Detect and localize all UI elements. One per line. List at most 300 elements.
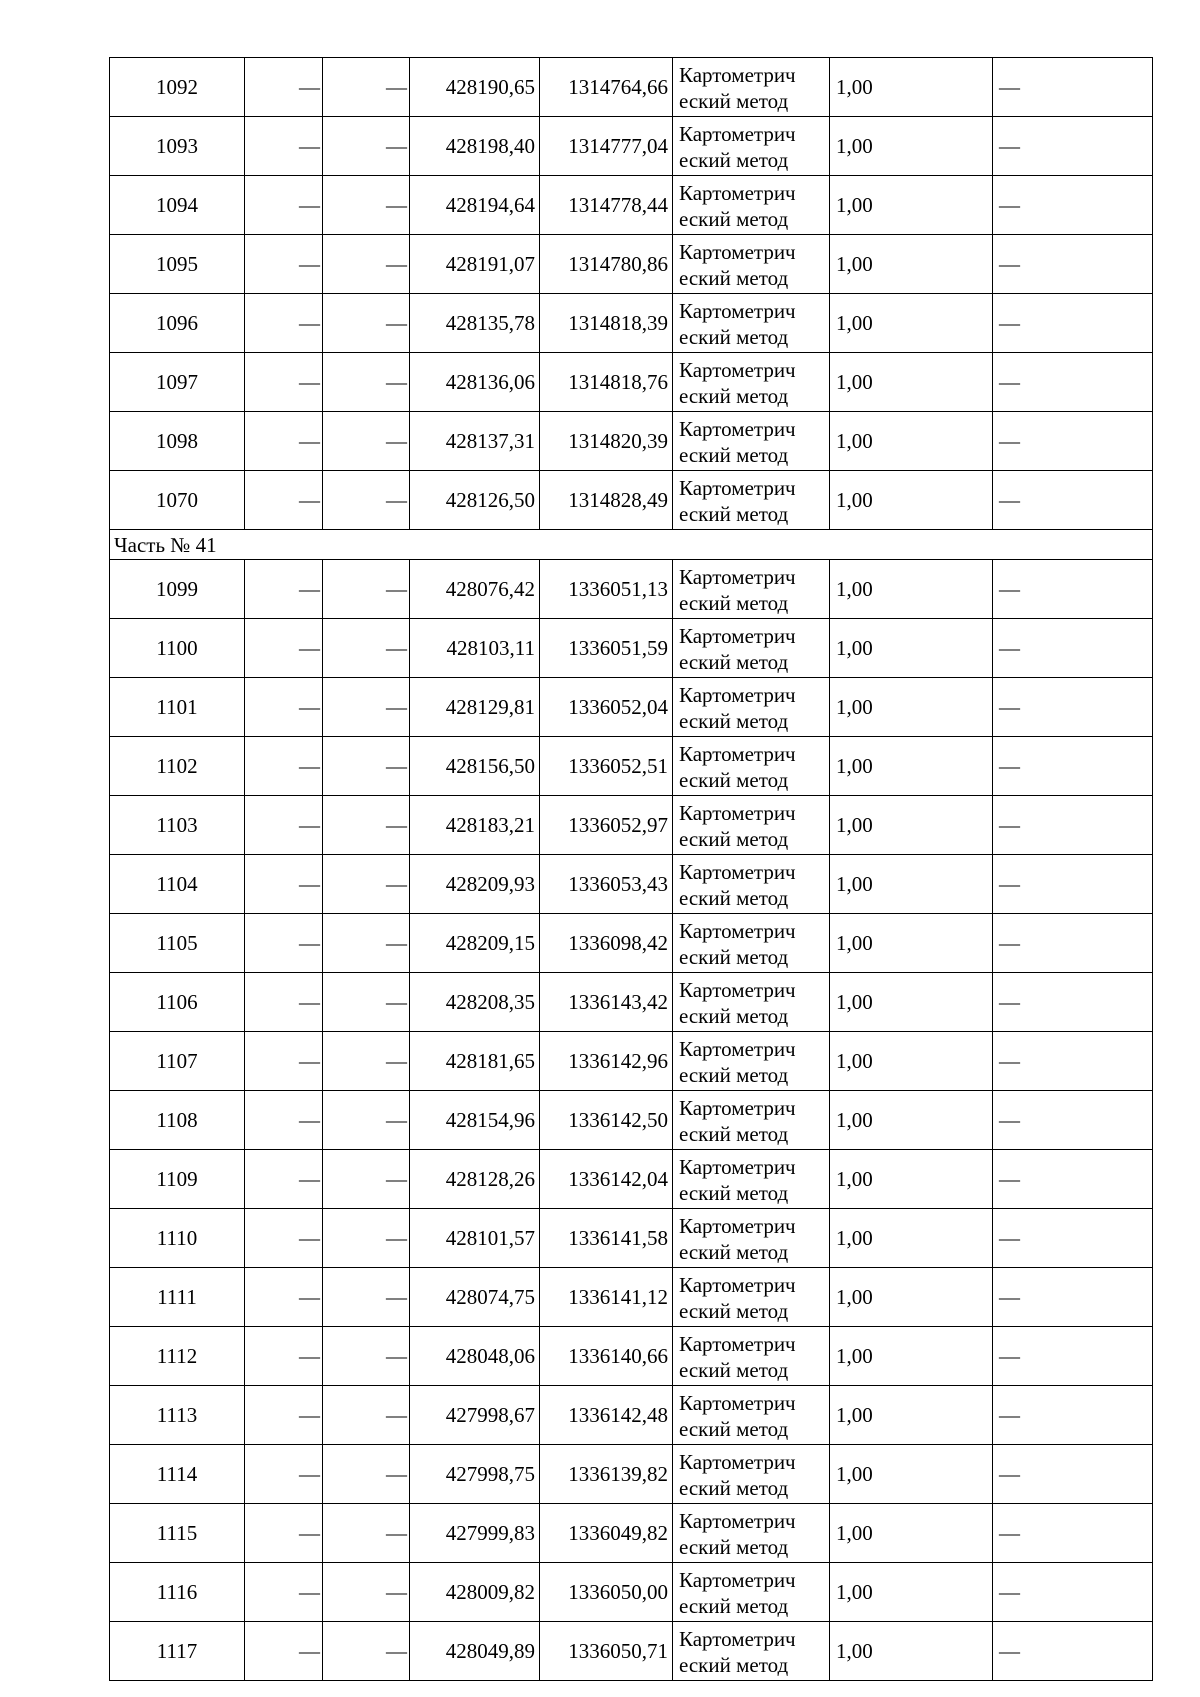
y-coordinate: 1336139,82 — [540, 1445, 673, 1504]
method-line-2: еский метод — [679, 502, 789, 526]
col3-value: — — [323, 973, 410, 1032]
table-row — [110, 914, 1153, 973]
method-line-1: Картометрич — [679, 122, 796, 146]
method-cell — [673, 1327, 830, 1386]
col3-value: — — [323, 1445, 410, 1504]
x-coordinate: 428194,64 — [410, 176, 540, 235]
method-line-2: еский метод — [679, 886, 789, 910]
y-coordinate: 1336140,66 — [540, 1327, 673, 1386]
last-col-value: — — [993, 1622, 1153, 1681]
col2-value: — — [245, 1445, 323, 1504]
point-number: 1092 — [110, 58, 245, 117]
rows-after-section — [110, 560, 1153, 1681]
method-line-1: Картометрич — [679, 742, 796, 766]
point-number: 1103 — [110, 796, 245, 855]
last-col-value: — — [993, 471, 1153, 530]
method-line-1: Картометрич — [679, 1391, 796, 1415]
coordinates-table — [109, 57, 1153, 1681]
method-line-2: еский метод — [679, 1358, 789, 1382]
method-line-2: еский метод — [679, 1594, 789, 1618]
accuracy-value: 1,00 — [830, 737, 993, 796]
x-coordinate: 428156,50 — [410, 737, 540, 796]
last-col-value: — — [993, 1445, 1153, 1504]
accuracy-value: 1,00 — [830, 412, 993, 471]
point-number: 1108 — [110, 1091, 245, 1150]
last-col-value: — — [993, 1032, 1153, 1091]
method-line-2: еский метод — [679, 650, 789, 674]
method-line-2: еский метод — [679, 148, 789, 172]
table-row — [110, 796, 1153, 855]
table-row — [110, 117, 1153, 176]
last-col-value: — — [993, 117, 1153, 176]
x-coordinate: 428137,31 — [410, 412, 540, 471]
accuracy-value: 1,00 — [830, 1563, 993, 1622]
col3-value: — — [323, 176, 410, 235]
x-coordinate: 428048,06 — [410, 1327, 540, 1386]
last-col-value: — — [993, 235, 1153, 294]
last-col-value: — — [993, 973, 1153, 1032]
method-line-2: еский метод — [679, 1240, 789, 1264]
method-cell — [673, 1504, 830, 1563]
col2-value: — — [245, 1150, 323, 1209]
method-line-2: еский метод — [679, 1653, 789, 1677]
accuracy-value: 1,00 — [830, 1504, 993, 1563]
method-cell — [673, 117, 830, 176]
x-coordinate: 427999,83 — [410, 1504, 540, 1563]
section-41 — [110, 530, 1153, 560]
accuracy-value: 1,00 — [830, 855, 993, 914]
x-coordinate: 428191,07 — [410, 235, 540, 294]
accuracy-value: 1,00 — [830, 1032, 993, 1091]
y-coordinate: 1336142,48 — [540, 1386, 673, 1445]
table-row — [110, 235, 1153, 294]
accuracy-value: 1,00 — [830, 1209, 993, 1268]
y-coordinate: 1336051,59 — [540, 619, 673, 678]
col3-value: — — [323, 914, 410, 973]
last-col-value: — — [993, 294, 1153, 353]
table-row — [110, 619, 1153, 678]
col3-value: — — [323, 1504, 410, 1563]
x-coordinate: 428190,65 — [410, 58, 540, 117]
table-row — [110, 58, 1153, 117]
last-col-value: — — [993, 560, 1153, 619]
accuracy-value: 1,00 — [830, 58, 993, 117]
method-line-1: Картометрич — [679, 1509, 796, 1533]
col3-value: — — [323, 1091, 410, 1150]
col3-value: — — [323, 1032, 410, 1091]
method-line-1: Картометрич — [679, 801, 796, 825]
last-col-value: — — [993, 737, 1153, 796]
col2-value: — — [245, 796, 323, 855]
x-coordinate: 427998,75 — [410, 1445, 540, 1504]
table-row — [110, 678, 1153, 737]
method-cell — [673, 235, 830, 294]
point-number: 1115 — [110, 1504, 245, 1563]
method-line-1: Картометрич — [679, 1037, 796, 1061]
accuracy-value: 1,00 — [830, 235, 993, 294]
method-cell — [673, 973, 830, 1032]
method-line-1: Картометрич — [679, 299, 796, 323]
col2-value: — — [245, 353, 323, 412]
col3-value: — — [323, 1386, 410, 1445]
y-coordinate: 1314818,39 — [540, 294, 673, 353]
table-row — [110, 1209, 1153, 1268]
method-cell — [673, 1268, 830, 1327]
point-number: 1094 — [110, 176, 245, 235]
table-row — [110, 176, 1153, 235]
table-row — [110, 1268, 1153, 1327]
last-col-value: — — [993, 58, 1153, 117]
method-line-2: еский метод — [679, 89, 789, 113]
col3-value: — — [323, 294, 410, 353]
y-coordinate: 1336053,43 — [540, 855, 673, 914]
col2-value: — — [245, 294, 323, 353]
point-number: 1098 — [110, 412, 245, 471]
method-line-1: Картометрич — [679, 1568, 796, 1592]
method-line-2: еский метод — [679, 1122, 789, 1146]
x-coordinate: 428074,75 — [410, 1268, 540, 1327]
method-cell — [673, 796, 830, 855]
last-col-value: — — [993, 1209, 1153, 1268]
y-coordinate: 1336142,96 — [540, 1032, 673, 1091]
col3-value: — — [323, 235, 410, 294]
method-line-1: Картометрич — [679, 1332, 796, 1356]
table-row — [110, 855, 1153, 914]
table-row — [110, 1150, 1153, 1209]
method-line-1: Картометрич — [679, 1214, 796, 1238]
method-line-2: еский метод — [679, 945, 789, 969]
method-line-1: Картометрич — [679, 1273, 796, 1297]
x-coordinate: 428135,78 — [410, 294, 540, 353]
last-col-value: — — [993, 796, 1153, 855]
accuracy-value: 1,00 — [830, 796, 993, 855]
y-coordinate: 1336143,42 — [540, 973, 673, 1032]
last-col-value: — — [993, 914, 1153, 973]
method-cell — [673, 294, 830, 353]
method-line-1: Картометрич — [679, 1450, 796, 1474]
col3-value: — — [323, 353, 410, 412]
point-number: 1102 — [110, 737, 245, 796]
accuracy-value: 1,00 — [830, 560, 993, 619]
col2-value: — — [245, 117, 323, 176]
y-coordinate: 1336052,97 — [540, 796, 673, 855]
method-line-1: Картометрич — [679, 565, 796, 589]
method-cell — [673, 737, 830, 796]
col2-value: — — [245, 412, 323, 471]
method-line-2: еский метод — [679, 1299, 789, 1323]
method-cell — [673, 1622, 830, 1681]
method-line-1: Картометрич — [679, 1096, 796, 1120]
accuracy-value: 1,00 — [830, 117, 993, 176]
point-number: 1096 — [110, 294, 245, 353]
col2-value: — — [245, 176, 323, 235]
method-line-2: еский метод — [679, 207, 789, 231]
section-header-row — [110, 530, 1153, 560]
x-coordinate: 428181,65 — [410, 1032, 540, 1091]
last-col-value: — — [993, 1091, 1153, 1150]
col3-value: — — [323, 737, 410, 796]
table-row — [110, 737, 1153, 796]
x-coordinate: 428198,40 — [410, 117, 540, 176]
x-coordinate: 428126,50 — [410, 471, 540, 530]
method-cell — [673, 1032, 830, 1091]
point-number: 1116 — [110, 1563, 245, 1622]
col3-value: — — [323, 1327, 410, 1386]
col2-value: — — [245, 235, 323, 294]
method-line-1: Картометрич — [679, 683, 796, 707]
col2-value: — — [245, 1268, 323, 1327]
y-coordinate: 1314828,49 — [540, 471, 673, 530]
method-cell — [673, 176, 830, 235]
table-row — [110, 1032, 1153, 1091]
col2-value: — — [245, 678, 323, 737]
point-number: 1104 — [110, 855, 245, 914]
accuracy-value: 1,00 — [830, 678, 993, 737]
col2-value: — — [245, 560, 323, 619]
col2-value: — — [245, 737, 323, 796]
col2-value: — — [245, 1091, 323, 1150]
point-number: 1070 — [110, 471, 245, 530]
x-coordinate: 427998,67 — [410, 1386, 540, 1445]
method-line-2: еский метод — [679, 384, 789, 408]
method-line-2: еский метод — [679, 443, 789, 467]
col2-value: — — [245, 1386, 323, 1445]
accuracy-value: 1,00 — [830, 1327, 993, 1386]
last-col-value: — — [993, 412, 1153, 471]
table-row — [110, 353, 1153, 412]
method-cell — [673, 471, 830, 530]
point-number: 1100 — [110, 619, 245, 678]
accuracy-value: 1,00 — [830, 1268, 993, 1327]
accuracy-value: 1,00 — [830, 471, 993, 530]
table-row — [110, 973, 1153, 1032]
point-number: 1093 — [110, 117, 245, 176]
last-col-value: — — [993, 1386, 1153, 1445]
method-line-2: еский метод — [679, 1181, 789, 1205]
col3-value: — — [323, 1150, 410, 1209]
method-line-2: еский метод — [679, 1063, 789, 1087]
col2-value: — — [245, 471, 323, 530]
method-line-2: еский метод — [679, 591, 789, 615]
method-line-2: еский метод — [679, 1004, 789, 1028]
x-coordinate: 428209,93 — [410, 855, 540, 914]
table-row — [110, 294, 1153, 353]
x-coordinate: 428209,15 — [410, 914, 540, 973]
accuracy-value: 1,00 — [830, 176, 993, 235]
section-header: Часть № 41 — [110, 530, 1153, 560]
method-cell — [673, 1386, 830, 1445]
y-coordinate: 1336050,71 — [540, 1622, 673, 1681]
col3-value: — — [323, 117, 410, 176]
table-row — [110, 1327, 1153, 1386]
col3-value: — — [323, 560, 410, 619]
point-number: 1112 — [110, 1327, 245, 1386]
method-line-2: еский метод — [679, 266, 789, 290]
method-line-2: еский метод — [679, 827, 789, 851]
table-row — [110, 560, 1153, 619]
rows-before-section — [110, 58, 1153, 530]
table-row — [110, 1386, 1153, 1445]
method-line-1: Картометрич — [679, 919, 796, 943]
y-coordinate: 1336142,04 — [540, 1150, 673, 1209]
point-number: 1097 — [110, 353, 245, 412]
method-line-1: Картометрич — [679, 240, 796, 264]
y-coordinate: 1336142,50 — [540, 1091, 673, 1150]
table-row — [110, 1445, 1153, 1504]
method-line-2: еский метод — [679, 1417, 789, 1441]
last-col-value: — — [993, 1327, 1153, 1386]
method-line-1: Картометрич — [679, 358, 796, 382]
point-number: 1106 — [110, 973, 245, 1032]
col2-value: — — [245, 855, 323, 914]
method-line-1: Картометрич — [679, 624, 796, 648]
table-row — [110, 1563, 1153, 1622]
method-cell — [673, 1209, 830, 1268]
y-coordinate: 1336141,12 — [540, 1268, 673, 1327]
method-line-2: еский метод — [679, 1476, 789, 1500]
method-line-1: Картометрич — [679, 181, 796, 205]
col3-value: — — [323, 796, 410, 855]
method-cell — [673, 412, 830, 471]
x-coordinate: 428076,42 — [410, 560, 540, 619]
point-number: 1111 — [110, 1268, 245, 1327]
last-col-value: — — [993, 678, 1153, 737]
col2-value: — — [245, 1622, 323, 1681]
x-coordinate: 428136,06 — [410, 353, 540, 412]
accuracy-value: 1,00 — [830, 914, 993, 973]
point-number: 1099 — [110, 560, 245, 619]
last-col-value: — — [993, 1150, 1153, 1209]
method-line-2: еский метод — [679, 768, 789, 792]
table-row — [110, 1622, 1153, 1681]
last-col-value: — — [993, 1268, 1153, 1327]
col3-value: — — [323, 619, 410, 678]
method-line-2: еский метод — [679, 709, 789, 733]
accuracy-value: 1,00 — [830, 1445, 993, 1504]
last-col-value: — — [993, 619, 1153, 678]
method-cell — [673, 1091, 830, 1150]
point-number: 1107 — [110, 1032, 245, 1091]
x-coordinate: 428128,26 — [410, 1150, 540, 1209]
y-coordinate: 1314818,76 — [540, 353, 673, 412]
method-cell — [673, 1563, 830, 1622]
accuracy-value: 1,00 — [830, 1386, 993, 1445]
last-col-value: — — [993, 176, 1153, 235]
col2-value: — — [245, 1327, 323, 1386]
method-cell — [673, 1150, 830, 1209]
method-line-2: еский метод — [679, 1535, 789, 1559]
col3-value: — — [323, 471, 410, 530]
accuracy-value: 1,00 — [830, 973, 993, 1032]
col2-value: — — [245, 1504, 323, 1563]
y-coordinate: 1314820,39 — [540, 412, 673, 471]
y-coordinate: 1336049,82 — [540, 1504, 673, 1563]
accuracy-value: 1,00 — [830, 1150, 993, 1209]
point-number: 1117 — [110, 1622, 245, 1681]
col2-value: — — [245, 1563, 323, 1622]
col2-value: — — [245, 1209, 323, 1268]
method-cell — [673, 678, 830, 737]
col2-value: — — [245, 58, 323, 117]
col3-value: — — [323, 1563, 410, 1622]
col3-value: — — [323, 678, 410, 737]
point-number: 1101 — [110, 678, 245, 737]
method-line-1: Картометрич — [679, 63, 796, 87]
col2-value: — — [245, 973, 323, 1032]
col3-value: — — [323, 412, 410, 471]
method-cell — [673, 855, 830, 914]
col2-value: — — [245, 914, 323, 973]
col3-value: — — [323, 58, 410, 117]
col2-value: — — [245, 1032, 323, 1091]
x-coordinate: 428049,89 — [410, 1622, 540, 1681]
accuracy-value: 1,00 — [830, 1622, 993, 1681]
x-coordinate: 428101,57 — [410, 1209, 540, 1268]
method-cell — [673, 1445, 830, 1504]
y-coordinate: 1336052,04 — [540, 678, 673, 737]
method-line-1: Картометрич — [679, 1627, 796, 1651]
y-coordinate: 1336141,58 — [540, 1209, 673, 1268]
point-number: 1110 — [110, 1209, 245, 1268]
y-coordinate: 1314778,44 — [540, 176, 673, 235]
accuracy-value: 1,00 — [830, 353, 993, 412]
point-number: 1113 — [110, 1386, 245, 1445]
last-col-value: — — [993, 353, 1153, 412]
y-coordinate: 1314764,66 — [540, 58, 673, 117]
x-coordinate: 428208,35 — [410, 973, 540, 1032]
y-coordinate: 1314777,04 — [540, 117, 673, 176]
method-line-1: Картометрич — [679, 476, 796, 500]
last-col-value: — — [993, 855, 1153, 914]
y-coordinate: 1314780,86 — [540, 235, 673, 294]
y-coordinate: 1336051,13 — [540, 560, 673, 619]
point-number: 1105 — [110, 914, 245, 973]
method-cell — [673, 619, 830, 678]
method-line-1: Картометрич — [679, 860, 796, 884]
method-line-2: еский метод — [679, 325, 789, 349]
x-coordinate: 428103,11 — [410, 619, 540, 678]
y-coordinate: 1336098,42 — [540, 914, 673, 973]
table-row — [110, 471, 1153, 530]
method-line-1: Картометрич — [679, 417, 796, 441]
accuracy-value: 1,00 — [830, 1091, 993, 1150]
method-cell — [673, 353, 830, 412]
col3-value: — — [323, 855, 410, 914]
col3-value: — — [323, 1209, 410, 1268]
accuracy-value: 1,00 — [830, 294, 993, 353]
method-line-1: Картометрич — [679, 978, 796, 1002]
method-cell — [673, 58, 830, 117]
x-coordinate: 428129,81 — [410, 678, 540, 737]
point-number: 1114 — [110, 1445, 245, 1504]
method-line-1: Картометрич — [679, 1155, 796, 1179]
y-coordinate: 1336052,51 — [540, 737, 673, 796]
col3-value: — — [323, 1268, 410, 1327]
point-number: 1095 — [110, 235, 245, 294]
last-col-value: — — [993, 1504, 1153, 1563]
method-cell — [673, 560, 830, 619]
x-coordinate: 428009,82 — [410, 1563, 540, 1622]
y-coordinate: 1336050,00 — [540, 1563, 673, 1622]
point-number: 1109 — [110, 1150, 245, 1209]
col2-value: — — [245, 619, 323, 678]
table-row — [110, 1504, 1153, 1563]
table-row — [110, 412, 1153, 471]
method-cell — [673, 914, 830, 973]
x-coordinate: 428183,21 — [410, 796, 540, 855]
accuracy-value: 1,00 — [830, 619, 993, 678]
table-row — [110, 1091, 1153, 1150]
